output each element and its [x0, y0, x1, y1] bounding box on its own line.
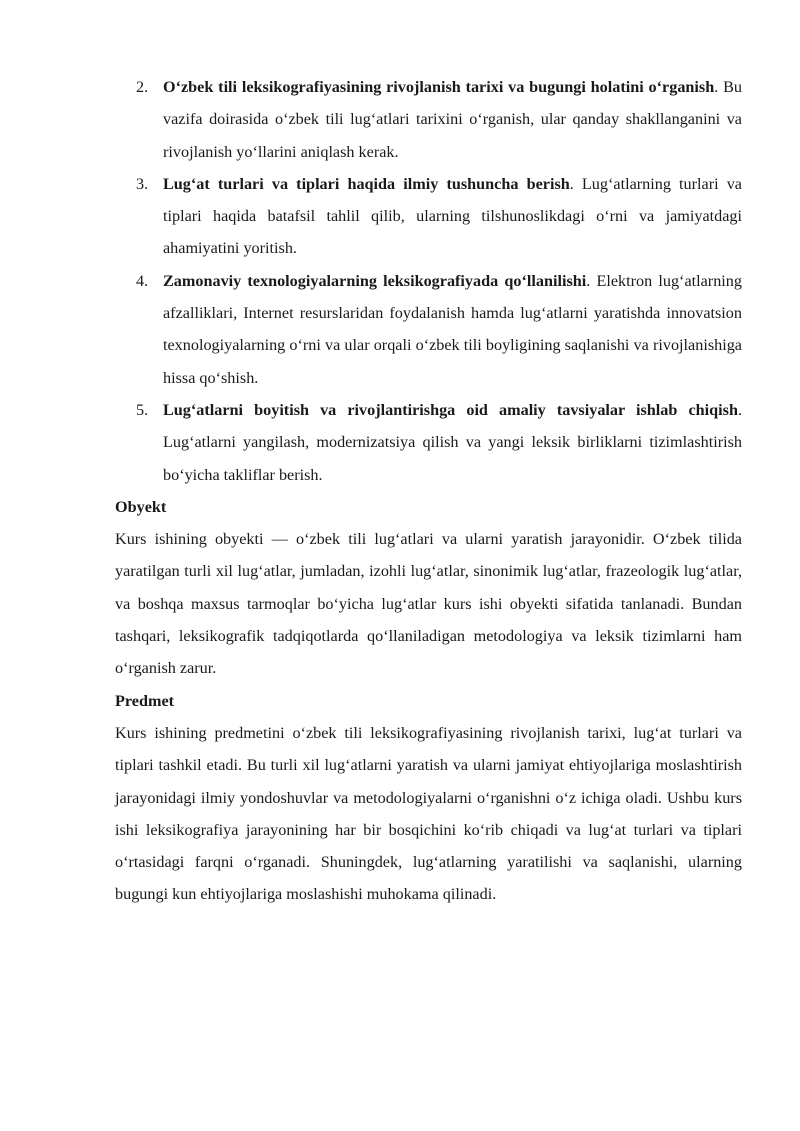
list-item [115, 168, 742, 265]
obyekt-heading: Obyekt [115, 497, 167, 516]
list-item-number: 2. [136, 78, 149, 96]
list-item-title: O‘zbek tili leksikografiyasining rivojlanish tarixi va bugungi holatini o‘rganish [163, 78, 715, 96]
list-item-title: Lug‘atlarni boyitish va rivojlantirishga oid amaliy tavsiyalar ishlab chiqish [163, 400, 738, 419]
list-item-title: Zamonaviy texnologiyalarning leksikografiyada qo‘llanilishi [163, 271, 587, 290]
obyekt-paragraph: Kurs ishining obyekti — o‘zbek tili lug‘atlari va ularni yaratish jarayonidir. O‘zbek tilida yaratilgan turli xil lug‘atlar, jumladan, izohli lug‘atlar, sinonimik lug‘atlar, frazeologik lug‘atlar, va boshqa maxsus tarmoqlar bo‘yicha lug‘atlar kurs ishi obyekti sifatida tanlanadi. Bundan tashqari, leksikografik tadqiqotlarda qo‘llaniladigan metodologiya va leksik tizimlarni ham o‘rganish zarur. [115, 530, 742, 678]
predmet-heading: Predmet [115, 691, 175, 710]
list-item [115, 265, 742, 394]
list-item-title: Lug‘at turlari va tiplari haqida ilmiy tushuncha berish [163, 174, 570, 193]
predmet-paragraph: Kurs ishining predmetini o‘zbek tili leksikografiyasining rivojlanish tarixi, lug‘at turlari va tiplari tashkil etadi. Bu turli xil lug‘atlarni yaratish va ularni jamiyat ehtiyojlariga moslashtirish jarayonidagi ilmiy yondoshuvlar va metodologiyalarni o‘rganishni o‘z ichiga oladi. Ushbu kurs ishi leksikografiya jarayonining har bir bosqichini ko‘rib chiqadi va lug‘at turlari va tiplari o‘rtasidagi farqni o‘rganadi. Shuningdek, lug‘atlarning yaratilishi va saqlanishi, ularning bugungi kun ehtiyojlariga moslashishi muhokama qilinadi. [115, 723, 742, 904]
document-page [115, 71, 742, 911]
list-item-text: . Lug‘atlarning turlari va tiplari haqida batafsil tahlil qilib, ularning tilshunoslikdagi o‘rni va jamiyatdagi ahamiyatini yoritish. [163, 174, 742, 258]
list-item-text: . Bu vazifa doirasida o‘zbek tili lug‘atlari tarixini o‘rganish, ular qanday shakllanganini va rivojlanish yo‘llarini aniqlash kerak. [163, 78, 742, 161]
list-item-number: 4. [136, 271, 149, 290]
list-item-text: . Elektron lug‘atlarning afzalliklari, Internet resurslaridan foydalanish hamda lug‘atlarni yaratishda innovatsion texnologiyalarning o‘rni va ular orqali o‘zbek tili boyligining saqlanishi va rivojlanishiga hissa qo‘shish. [163, 271, 742, 387]
task-list [115, 71, 742, 491]
list-item-number: 5. [136, 400, 149, 419]
list-item-text: . Lug‘atlarni yangilash, modernizatsiya qilish va yangi leksik birliklarni tizimlashtirish bo‘yicha takliflar berish. [163, 400, 742, 484]
list-item-number: 3. [136, 174, 149, 193]
list-item [115, 394, 742, 491]
list-item [115, 71, 742, 168]
